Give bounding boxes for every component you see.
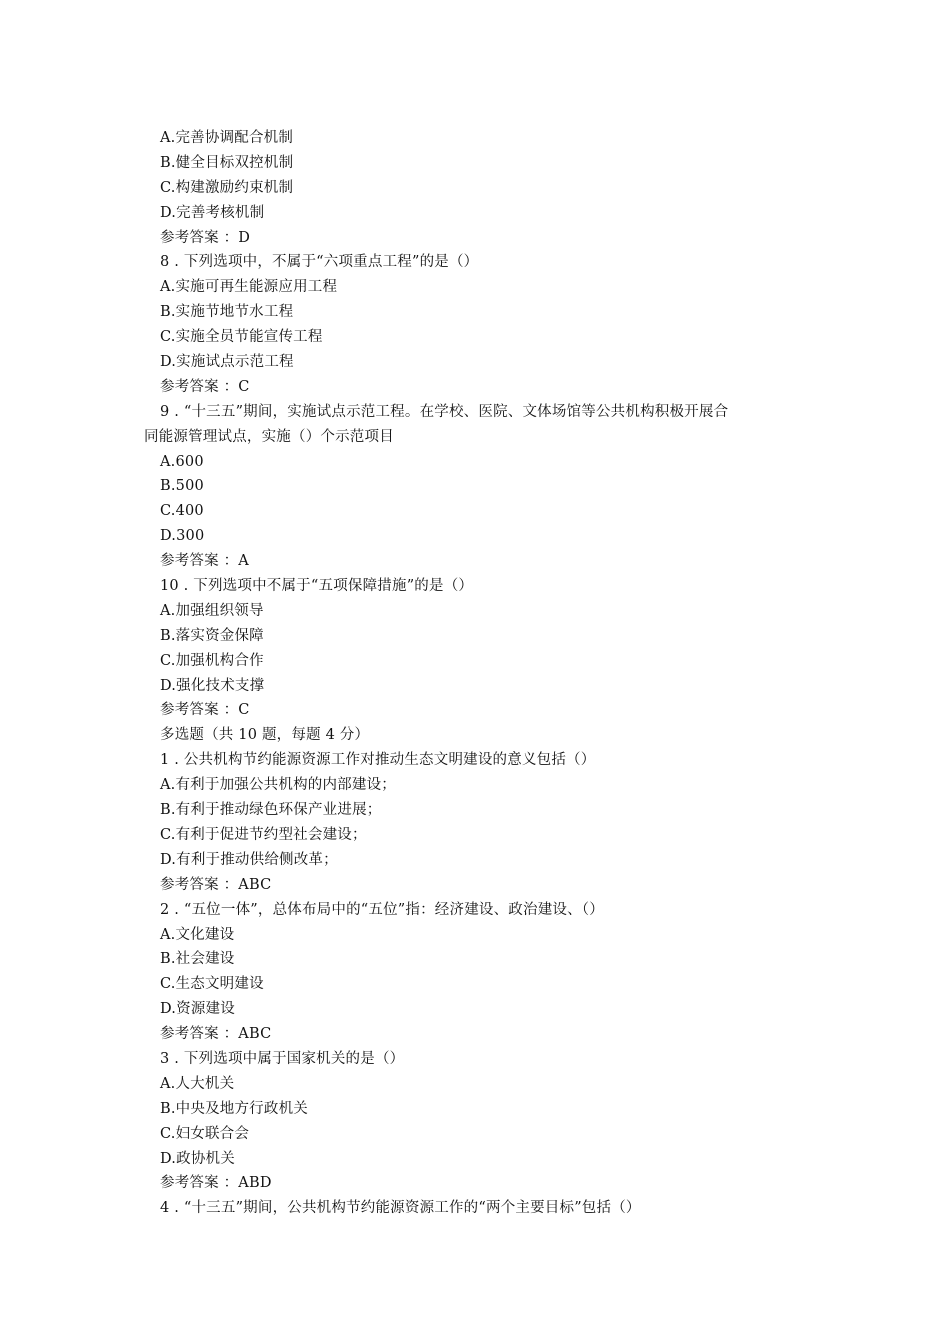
text-line: 参考答案 ：C [160, 702, 250, 719]
text-line: 参考答案 ：C [160, 378, 250, 395]
text-line: C.加强机构合作 [160, 652, 264, 669]
text-line: B.健全目标双控机制 [160, 154, 294, 171]
text-line: C.生态文明建设 [160, 976, 264, 993]
text-line: C.妇女联合会 [160, 1125, 250, 1142]
text-line: D.300 [160, 528, 205, 545]
text-line: B.实施节地节水工程 [160, 304, 294, 321]
text-line: A.人大机关 [160, 1075, 235, 1092]
text-line: B.社会建设 [160, 951, 235, 968]
text-line: 8 . 下列选项中，不属于“六项重点工程”的是（） [160, 254, 479, 271]
text-line: B.500 [160, 478, 204, 495]
text-line: A.完善协调配合机制 [160, 130, 294, 146]
text-line: 多选题（共 10 题，每题 4 分） [160, 727, 370, 744]
text-line: A.有利于加强公共机构的内部建设； [160, 777, 396, 794]
text-line: 2 . “五位一体”，总体布局中的“五位”指：经济建设、政治建设、（） [160, 901, 604, 918]
text-line: D.资源建设 [160, 1001, 235, 1018]
text-line: B.中央及地方行政机关 [160, 1100, 308, 1117]
text-line: D.有利于推动供给侧改革； [160, 851, 338, 868]
text-line: D.强化技术支撑 [160, 677, 265, 694]
text-line: 参考答案 ：ABC [160, 1026, 272, 1043]
document-body [144, 126, 814, 1221]
text-line: C.实施全员节能宣传工程 [160, 329, 323, 346]
text-line: 10 . 下列选项中不属于“五项保障措施”的是（） [160, 578, 474, 595]
text-line: D.完善考核机制 [160, 204, 265, 221]
text-line: A.600 [160, 453, 204, 470]
text-line: C.400 [160, 503, 204, 520]
text-line: B.落实资金保障 [160, 627, 264, 644]
text-line: 参考答案 ：A [160, 553, 249, 570]
text-line: 同能源管理试点，实施（）个示范项目 [144, 428, 394, 445]
text-line: 参考答案 ：ABD [160, 1175, 272, 1192]
text-line: C.构建激励约束机制 [160, 179, 294, 196]
text-line: 4 . “十三五”期间，公共机构节约能源资源工作的“两个主要目标”包括（） [160, 1200, 641, 1217]
text-line: A.实施可再生能源应用工程 [160, 279, 338, 296]
text-line: A.文化建设 [160, 926, 235, 943]
text-line: 参考答案 ：ABC [160, 876, 272, 893]
text-line: 参考答案 ：D [160, 229, 251, 246]
text-line: 1 . 公共机构节约能源资源工作对推动生态文明建设的意义包括（） [160, 752, 596, 769]
text-line: C.有利于促进节约型社会建设； [160, 826, 367, 843]
text-line: 3 . 下列选项中属于国家机关的是（） [160, 1050, 405, 1067]
text-line: B.有利于推动绿色环保产业进展； [160, 802, 382, 819]
text-line: D.政协机关 [160, 1150, 235, 1167]
text-line: D.实施试点示范工程 [160, 354, 294, 371]
text-line: A.加强组织领导 [160, 602, 264, 619]
text-line: 9 . “十三五”期间，实施试点示范工程。在学校、医院、文体场馆等公共机构积极开展合 [160, 403, 729, 420]
